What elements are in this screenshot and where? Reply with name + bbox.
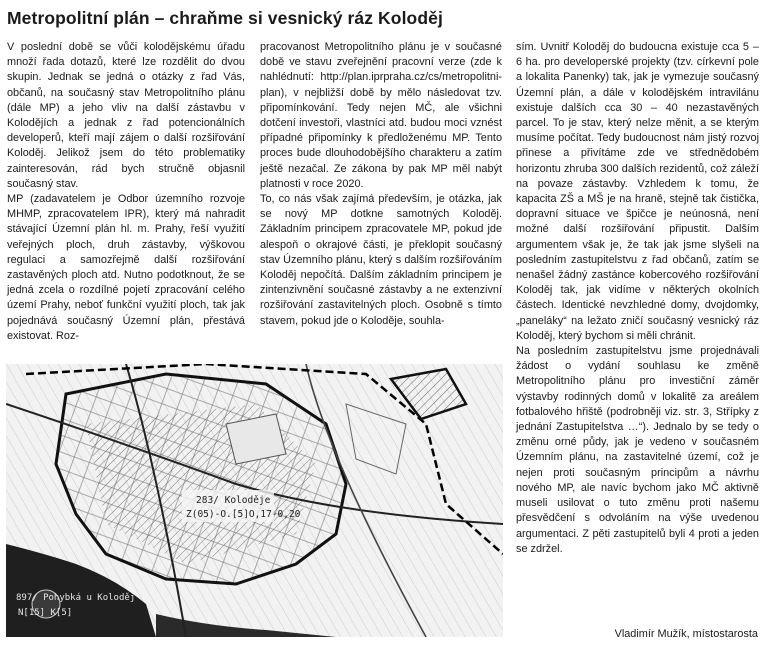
paragraph: To, co nás však zajímá především, je otázka, jak se nový MP dotkne samotných Koloděj. Základním principem zpracovatele MP, pokud jde alespoň o okrajové části, je překlopit současný stav Územního plánu, který s dalším rozšiřováním Koloděj nepočítá. Dalším základním principem je zintenzivnění současné zástavby a ne extenzivní rozšiřování zastavitelných ploch. Osobně s tímto stavem, pokud jde o Koloděje, souhla- (260, 193, 502, 327)
article-signature: Vladimír Mužík, místostarosta (614, 628, 758, 640)
map-corner-code: N[15] K[5] (18, 608, 73, 618)
article-title: Metropolitní plán – chraňme si vesnický ráz Koloděj (7, 8, 443, 28)
map-label-main: 283/ Koloděje (196, 495, 271, 506)
paragraph: MP (zadavatelem je Odbor územního rozvoje MHMP, zpracovatelem IPR), který má nahradit stávající Územní plán hl. m. Prahy, řeší využití veřejných ploch, druh zástavby, výškovou regulaci a samozřejmě další rozšiřování zastavěných ploch atd. Nutno podotknout, že se jedná zcela o rozdílné pojetí zpracování celého území Prahy, neboť funkční využití ploch, tak jak pojednává současný Územní plán, přestává existovat. Roz- (7, 193, 245, 342)
map-label-code: Z(05)-O.[5]O,17-0,20 (186, 509, 301, 520)
map-corner-label: 897/ Pohybká u Koloděj (16, 593, 136, 603)
paragraph: pracovanost Metropolitního plánu je v současné době ve stavu zveřejnění pracovní verze (zde k nahlédnutí: http://plan.iprpraha.cz/cs/metropolitni-plan), v nejbližší době by mělo následovat tzv. připomínkování. Tedy nejen MČ, ale všichni dotčení investoři, vlastníci atd. budou moci vznést případné připomínky k předloženému MP. Tento proces bude dlouhodobějšího charakteru a zatím ještě nezačal. Ze zákona by pak MP měl nabýt platnosti v roce 2020. (260, 41, 502, 190)
text-column-3 (516, 40, 759, 557)
metropolitan-plan-map (6, 364, 503, 637)
paragraph: sím. Uvnitř Koloděj do budoucna existuje cca 5 – 6 ha. pro developerské projekty (tzv. církevní pole a lokalita Panenky) tak, jak je vymezuje současný Územní plán, a dále v kolodějském intravilánu existuje dalších cca 30 – 40 nezastavěných parcel. To je stav, který nelze měnit, a se kterým musíme počítat. Tedy budoucnost nám jistý rozvoj přinese a přivítáme zde ve střednědobém horizontu zhruba 300 dalších rezidentů, což záleží na povaze zástavby. Vzhledem k tomu, že kapacita ZŠ a MŠ je na hraně, stejně tak čistička, dopravní situace ve špičce je neúnosná, není možné další rozšiřování připustit. Dalším argumentem však je, že tak jak jsme slyšeli na posledním zastupitelstvu z řad občanů, zatím se nenašel žádný zastánce kobercového rozšiřování Koloděj tak, jak vidíme v některých okolních částech. Identické nevzhledné domy, dvojdomky, „paneláky“ na ležato zničí současný vesnický ráz Koloděj, který bychom si měli chránit. (516, 41, 759, 342)
text-column-2 (260, 40, 502, 329)
text-column-1 (7, 40, 245, 344)
paragraph: V poslední době se vůči kolodějskému úřadu množí řada dotazů, které lze rozdělit do dvou skupin. Jednak se jedná o otázky z řad Vás, občanů, na současný stav Metropolitního plánu (dále MP) a jeho vliv na další zástavbu v Kolodějích a jednak z řad potencionálních developerů, kteří mají zájem o další rozšiřování Koloděj. Jelikož jsem do této problematiky zainteresován, rád bych stručně objasnil současný stav. (7, 41, 245, 190)
paragraph: Na posledním zastupitelstvu jsme projednávali žádost o vydání souhlasu ke změně Metropolitního plánu pro investiční záměr výstavby rodinných domů v lokalitě za areálem fotbalového hřiště (podrobněji viz. str. 3, Střípky z jednání Zastupitelstva …“). Jednalo by se tedy o změnu orné půdy, jak je vedeno v současném Územním plánu, na zastavitelné území, což je nejen proti současným principům a návrhu nového MP, ale navíc bychom jako MČ aktivně museli usilovat o tuto změnu proti našemu přesvědčení s odvoláním na výše uvedenou argumentaci. Z pěti zastupitelů byli 4 proti a jeden se zdržel. (516, 345, 759, 555)
